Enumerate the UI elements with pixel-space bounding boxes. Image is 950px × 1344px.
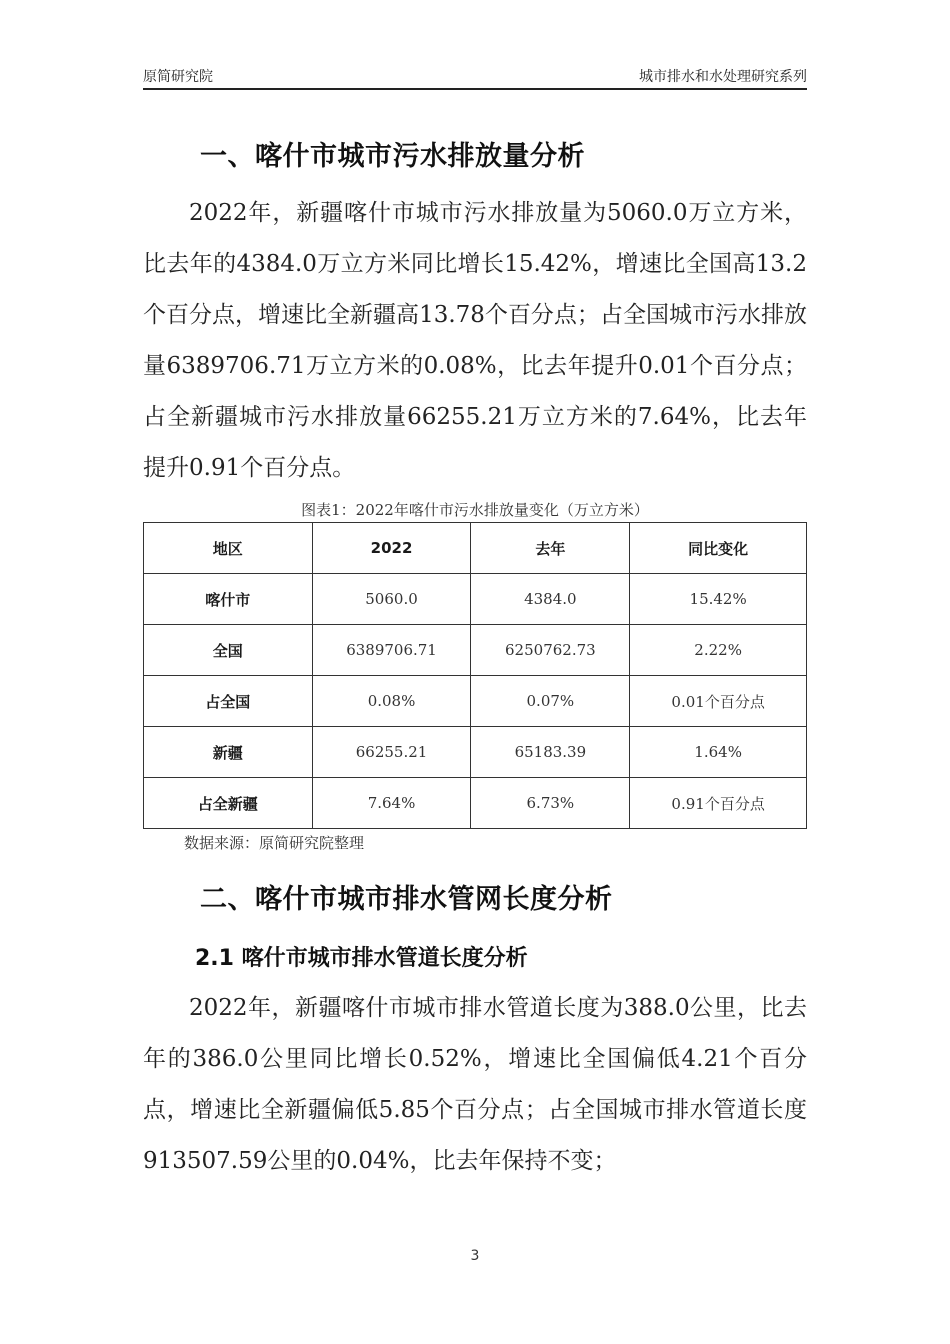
table-row — [144, 727, 807, 778]
table-cell-region: 占全新疆 — [144, 778, 313, 829]
table-header-cell: 2022 — [312, 523, 471, 574]
table-cell: 0.08% — [312, 676, 471, 727]
table-cell: 6250762.73 — [471, 625, 630, 676]
table-cell-region: 新疆 — [144, 727, 313, 778]
section-1-title: 一、喀什市城市污水排放量分析 — [200, 141, 585, 172]
section-1-paragraph: 2022年，新疆喀什市城市污水排放量为5060.0万立方米，比去年的4384.0万立方米同比增长15.42%，增速比全国高13.2个百分点，增速比全新疆高13.78个百分点；占全国城市污水排放量6389706.71万立方米的0.08%，比去年提升0.01个百分点；占全新疆城市污水排放量66255.21万立方米的7.64%，比去年提升0.91个百分点。 — [143, 200, 807, 481]
table-cell: 0.07% — [471, 676, 630, 727]
table-cell: 15.42% — [630, 574, 807, 625]
table-cell: 7.64% — [312, 778, 471, 829]
table-header-cell: 同比变化 — [630, 523, 807, 574]
table-cell: 6389706.71 — [312, 625, 471, 676]
table-row — [144, 625, 807, 676]
table-cell: 6.73% — [471, 778, 630, 829]
table-caption: 图表1：2022年喀什市污水排放量变化（万立方米） — [301, 501, 649, 519]
table-source-note: 数据来源：原简研究院整理 — [184, 834, 365, 852]
table-cell: 65183.39 — [471, 727, 630, 778]
section-2-title: 二、喀什市城市排水管网长度分析 — [200, 884, 613, 915]
table-row — [144, 676, 807, 727]
header-series: 城市排水和水处理研究系列 — [639, 69, 807, 85]
table-cell-region: 全国 — [144, 625, 313, 676]
table-cell: 0.01个百分点 — [630, 676, 807, 727]
table-cell-region: 喀什市 — [144, 574, 313, 625]
table-header-cell: 去年 — [471, 523, 630, 574]
sewage-discharge-table — [143, 522, 807, 829]
table-cell-region: 占全国 — [144, 676, 313, 727]
table-row — [144, 574, 807, 625]
table-header-cell: 地区 — [144, 523, 313, 574]
header-org: 原简研究院 — [143, 69, 213, 85]
table-header-row — [144, 523, 807, 574]
header-divider — [143, 88, 807, 90]
table-row — [144, 778, 807, 829]
subsection-2-1-paragraph: 2022年，新疆喀什市城市排水管道长度为388.0公里，比去年的386.0公里同比增长0.52%，增速比全国偏低4.21个百分点，增速比全新疆偏低5.85个百分点；占全国城市排水管道长度913507.59公里的0.04%，比去年保持不变； — [143, 995, 807, 1174]
table-cell: 2.22% — [630, 625, 807, 676]
table-cell: 4384.0 — [471, 574, 630, 625]
table-cell: 1.64% — [630, 727, 807, 778]
table-cell: 5060.0 — [312, 574, 471, 625]
subsection-2-1-title: 2.1 喀什市城市排水管道长度分析 — [195, 946, 528, 971]
table-cell: 0.91个百分点 — [630, 778, 807, 829]
table-cell: 66255.21 — [312, 727, 471, 778]
page-number: 3 — [470, 1248, 480, 1264]
